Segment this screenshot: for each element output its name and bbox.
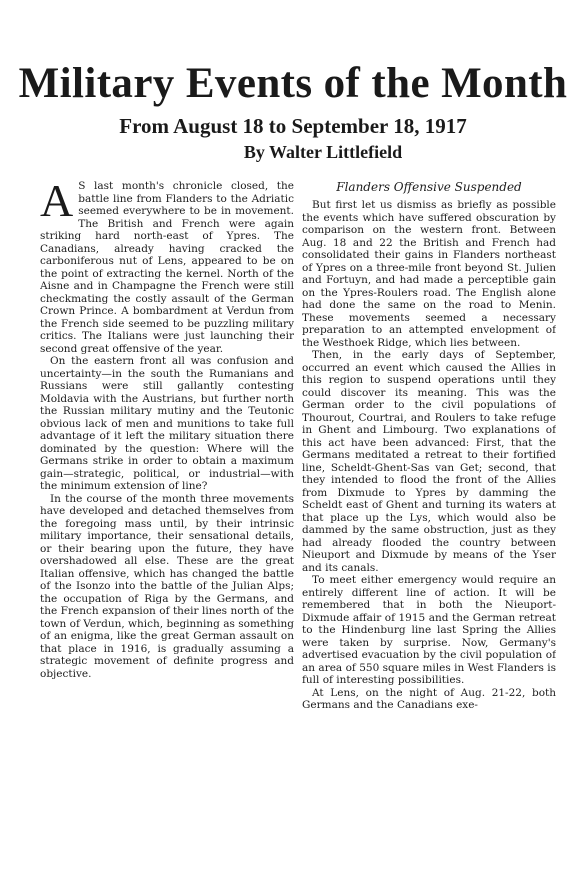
article-subtitle: From August 18 to September 18, 1917 [119, 114, 467, 138]
left-column [40, 180, 294, 870]
section-heading: Flanders Offensive Suspended [336, 180, 522, 194]
right-column [302, 180, 556, 870]
paragraph [40, 180, 294, 355]
paragraph: But first let us dismiss as briefly as possible the events which have suffered obscuration by comparison on the western front. Between Aug. 18 and 22 the British and French had consolidated their gains in Flanders northeast of Ypres on a three-mile front beyond St. Julien and Fortuyn, and had made a perceptible gain on the Ypres-Roulers road. The English alone had done the same on the road to Menin. These movements seemed a necessary preparation to an attempted envelopment of the Westhoek Ridge, which lies between. [302, 199, 556, 349]
paragraph: Then, in the early days of September, occurred an event which caused the Allies in this region to suspend operations until they could discover its meaning. This was the German order to the civil populations of Thourout, Courtrai, and Roulers to take refuge in Ghent and Limbourg. Two explanations of this act have been advanced: First, that the Germans meditated a retreat to their fortified line, Scheldt-Ghent-Sas van Get; second, that they intended to flood the front of the Allies from Dixmude to Ypres by damming the Scheldt east of Ghent and turning its waters at that place up the Lys, which would also be dammed by the same obstruction, just as they had already flooded the country between Nieuport and Dixmude by means of the Yser and its canals. [302, 349, 556, 574]
article-byline: By Walter Littlefield [243, 142, 403, 162]
paragraph: At Lens, on the night of Aug. 21-22, both Germans and the Canadians exe- [302, 686, 556, 711]
paragraph: On the eastern front all was confusion and uncertainty—in the south the Rumanians and Russians were still gallantly contesting Moldavia with the Austrians, but further north the Russian military mutiny and the Teutonic obvious lack of men and munitions to take full advantage of it left the military situation there dominated by the question: Where will the Germans strike in order to obtain a maximum gain—strategic, political, or industrial—with the minimum extension of line? [40, 355, 294, 492]
article-title: Military Events of the Month [18, 60, 568, 107]
paragraph: To meet either emergency would require an entirely different line of action. It will be remembered that in both the Nieuport-Dixmude affair of 1915 and the German retreat to the Hindenburg line last Spring the Allies were taken by surprise. Now, Germany's advertised evacuation by the civil population of an area of 550 square miles in West Flanders is full of interesting possibilities. [302, 574, 556, 686]
paragraph-text: S last month's chronicle closed, the battle line from Flanders to the Adriatic seemed everywhere to be in movement. The British and French were again striking hard north-east of Ypres. The Canadians, already having cracked the carboniferous nut of Lens, appeared to be on the point of extracting the kernel. North of the Aisne and in Champagne the French were still checkmating the costly assault of the German Crown Prince. A bombardment at Verdun from the French side seemed to be puzzling military critics. The Italians were just launching their second great offensive of the year. [40, 180, 294, 355]
drop-cap: A [40, 180, 74, 226]
paragraph: In the course of the month three movements have developed and detached themselves from the foregoing mass until, by their intrinsic military importance, their sensational details, or their bearing upon the future, they have overshadowed all else. These are the great Italian offensive, which has changed the battle of the Isonzo into the battle of the Julian Alps; the occupation of Riga by the Germans, and the French expansion of their lines north of the town of Verdun, which, beginning as something of an enigma, like the great German assault on that place in 1916, is gradually assuming a strategic movement of definite progress and objective. [40, 492, 294, 680]
